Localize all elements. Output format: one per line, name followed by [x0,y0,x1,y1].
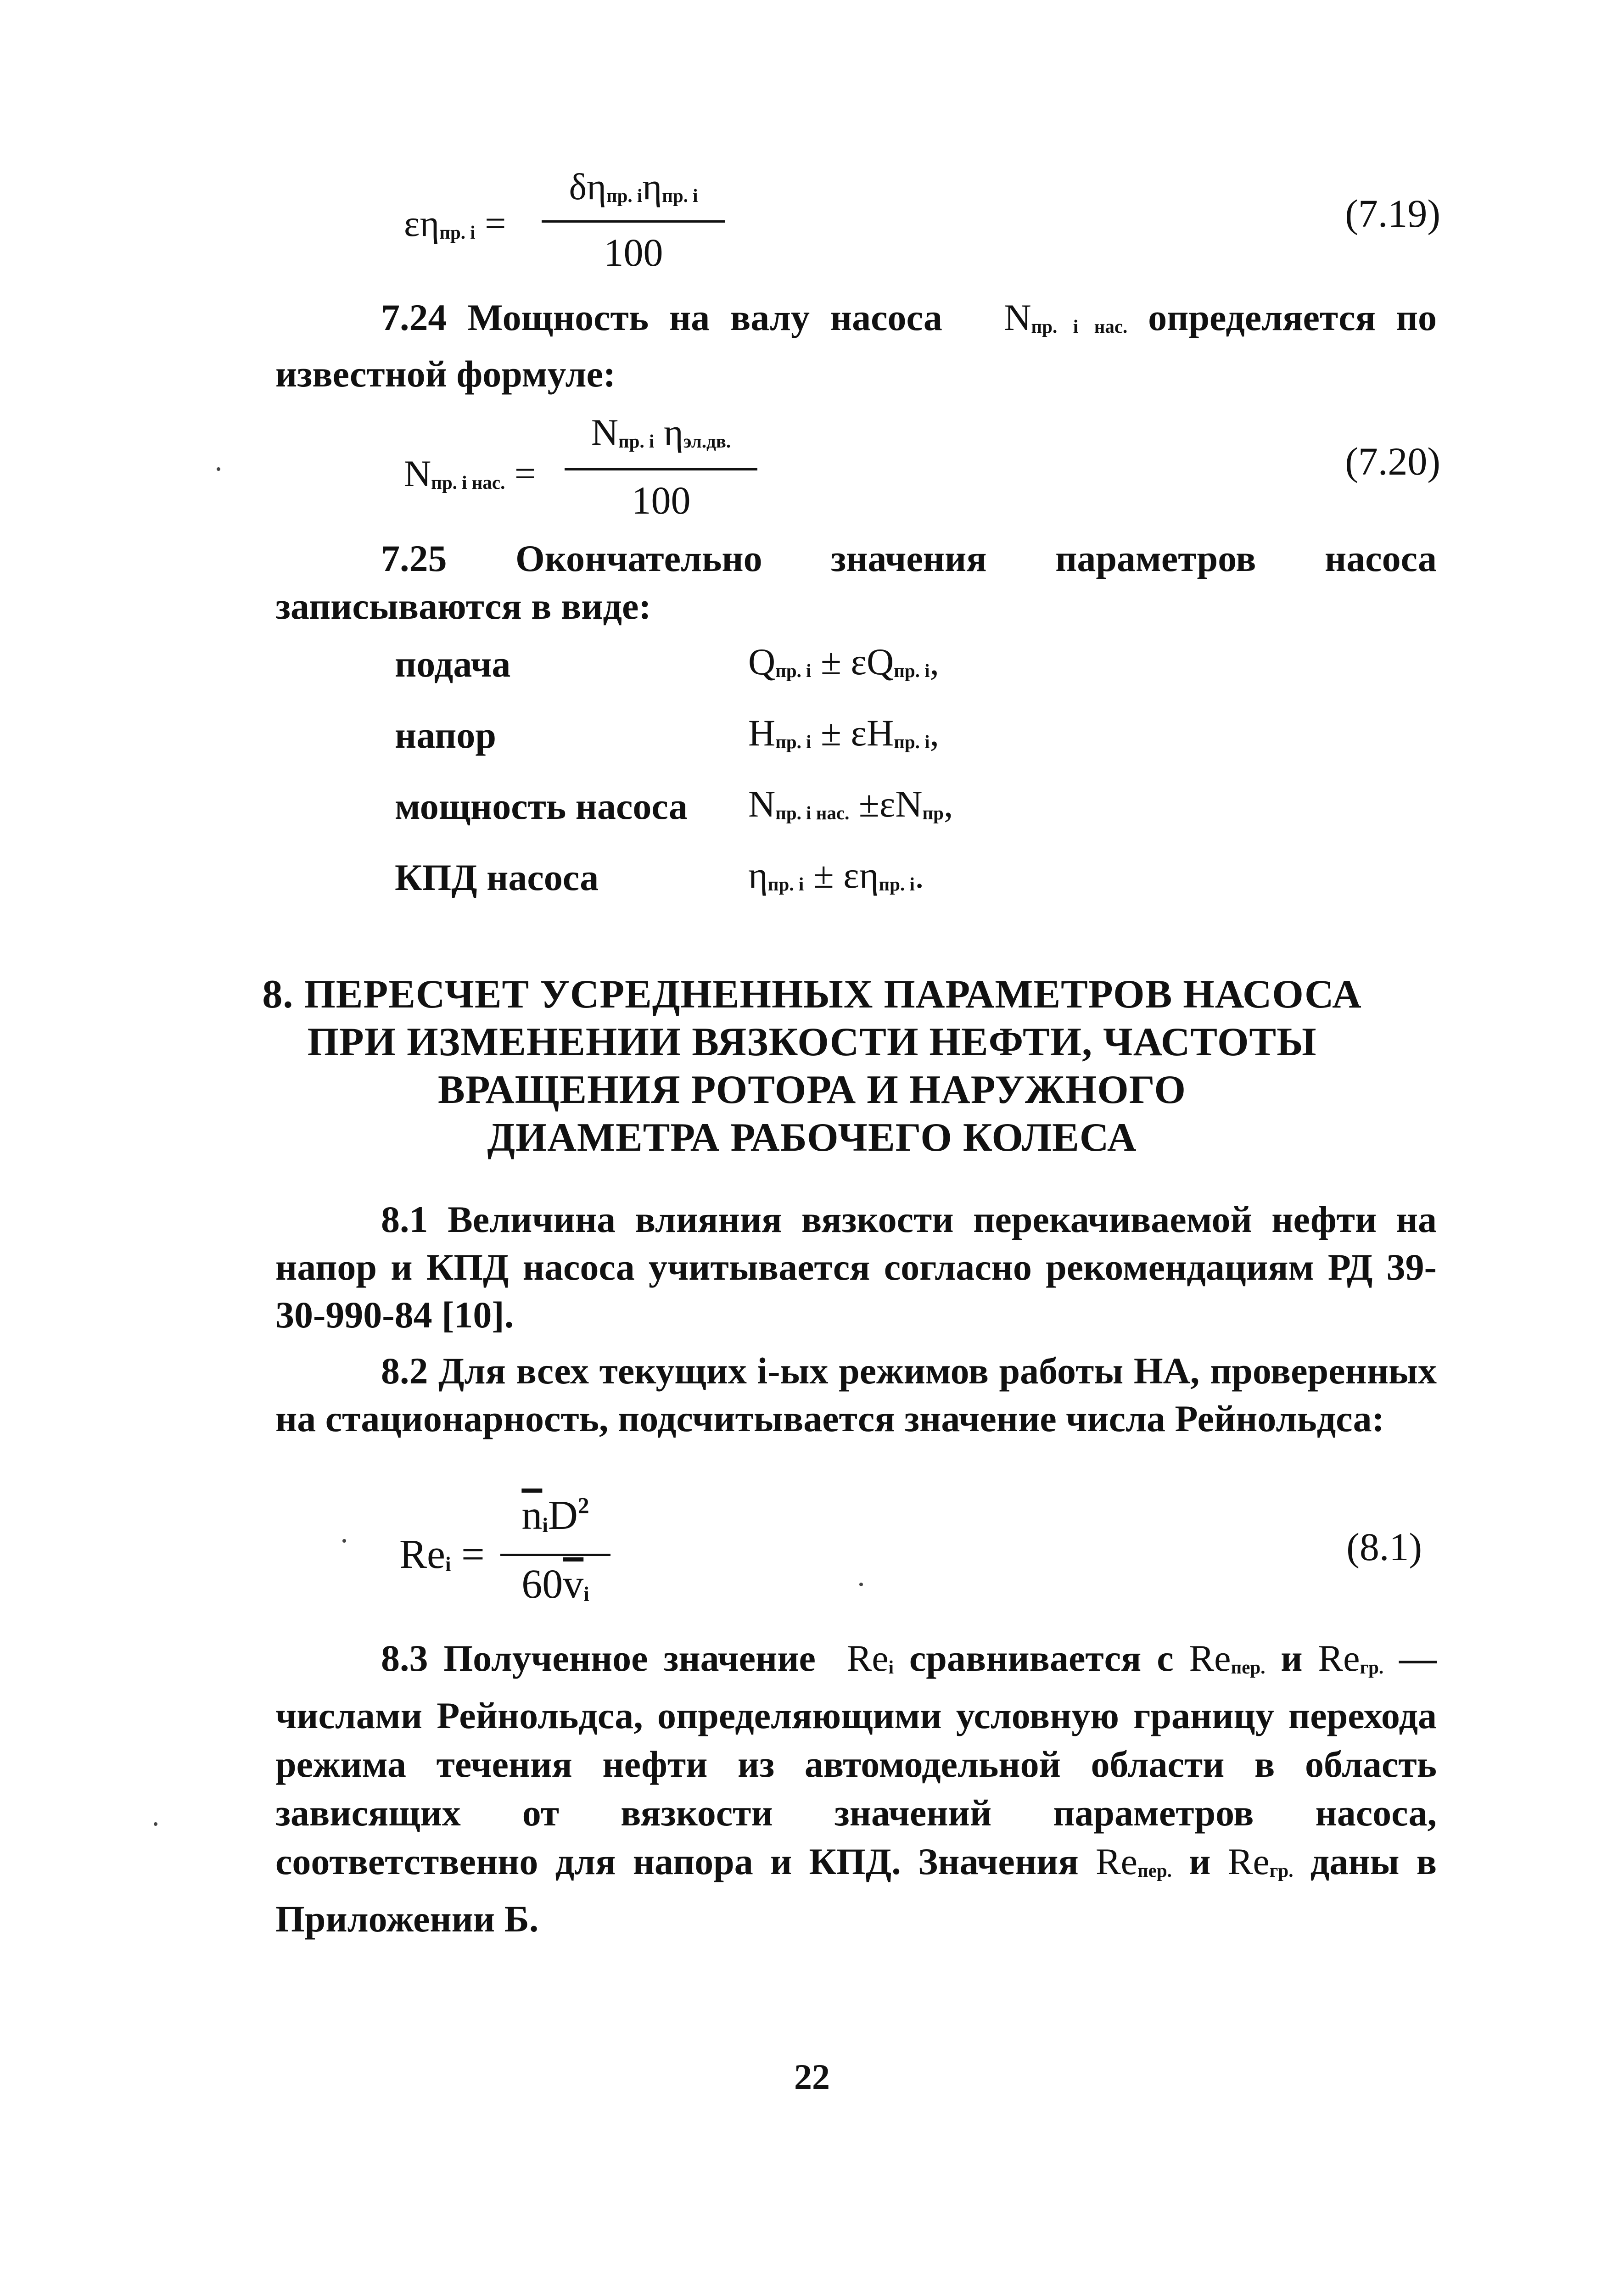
re-symbol-sub: пер. [1137,1860,1172,1881]
param-value-sub: пр. i [767,873,804,895]
param-value-mid: ± εη [804,854,879,896]
param-value-sub2: пр. i [879,873,915,895]
p-7-24-symbol-sub: пр. i нас. [1031,316,1128,337]
page-number: 22 [794,2057,830,2097]
param-value-tail: , [930,712,940,754]
eq-7-19-number: (7.19) [1345,191,1440,235]
eq-7-19-fraction-bar [542,220,725,223]
re-symbol-main: Re [1095,1841,1138,1883]
param-value-tail: . [914,854,924,896]
param-row [395,643,510,693]
re-symbol [1096,1841,1172,1882]
eq-7-19-num-b: η [642,166,662,207]
re-symbol [1318,1637,1383,1679]
p-7-24-text-b: определяется по известной формуле: [275,297,1437,395]
scan-speck [154,1822,157,1826]
eq-7-20-equals: = [514,453,536,494]
eq-8-1-num-d: D [548,1493,578,1538]
param-value-main: η [748,854,768,896]
eq-8-1-lhs [399,1531,485,1578]
eq-7-19-lhs-symbol: εη [404,202,440,244]
p-8-3-text-4: — числами Рейнольдса, определяющими условную границу перехода режима течения нефти из автомодельной области в область зависящих от вязкости значений параметров насоса, соответственно для напора и КПД. Значения [275,1637,1437,1883]
p-8-1-text: 8.1 Величина влияния вязкости перекачиваемой нефти на напор и КПД насоса учитывается согласно рекомендациям РД 39-30-990-84 [10]. [275,1198,1437,1336]
eq-8-1-num-n: $\overline{n}$ [521,1493,543,1538]
scan-speck [217,467,220,471]
param-value-mid: ± εH [811,712,894,754]
param-value-mid: ±εN [849,783,923,825]
eq-8-1-denominator [496,1561,615,1608]
p-8-3-text-1: 8.3 Полученное значение [381,1637,816,1679]
eq-7-19-lhs-sub: пр. i [439,222,476,243]
eq-8-1-lhs-symbol: Re [399,1532,445,1577]
p-7-24-symbol [1004,297,1127,338]
eq-7-19-denominator: 100 [604,230,663,274]
param-label: мощность насоса [395,785,688,827]
p-7-24-symbol-main: N [1004,297,1031,338]
param-value-main: H [748,712,776,754]
paragraph-8-1 [275,1196,1437,1339]
eq-8-1-den-v: $\overline{v}$ [563,1561,584,1607]
param-value [748,854,924,897]
param-row [395,856,599,907]
eq-7-20-lhs-symbol: N [404,453,431,494]
p-8-3-text-2: сравнивается с [909,1637,1174,1679]
param-label: КПД насоса [395,856,599,898]
eq-7-20-denominator: 100 [631,478,691,522]
eq-7-19-lhs [404,202,506,245]
eq-7-20-num-a-sub: пр. i [618,431,655,452]
eq-8-1-fraction-bar [500,1554,610,1556]
re-symbol-sub: i [888,1657,894,1678]
scan-speck [342,1539,346,1543]
param-value-sub: пр. i [775,731,812,753]
scan-speck [859,1583,863,1586]
heading-line-2: ПРИ ИЗМЕНЕНИИ ВЯЗКОСТИ НЕФТИ, ЧАСТОТЫ [307,1020,1317,1064]
heading-line-1: 8. ПЕРЕСЧЕТ УСРЕДНЕННЫХ ПАРАМЕТРОВ НАСОСА [262,972,1362,1017]
param-value [748,783,953,826]
eq-7-20-lhs-sub: пр. i нас. [431,472,505,493]
re-symbol-sub: пер. [1231,1657,1266,1678]
eq-8-1-number: (8.1) [1346,1525,1422,1569]
p-8-3-text-3: и [1281,1637,1303,1679]
section-heading [230,971,1394,1162]
param-row [395,714,496,764]
eq-8-1-den-v-sub: i [583,1582,589,1606]
re-symbol-main: Re [846,1637,889,1679]
re-symbol-main: Re [1227,1841,1270,1883]
param-value-main: Q [748,641,776,683]
p-7-25-text: 7.25 Окончательно значения параметров насоса записываются в виде: [275,537,1437,627]
p-7-24-text-a: 7.24 Мощность на валу насоса [381,297,942,338]
paragraph-7-25 [275,535,1437,630]
eq-7-20-numerator [555,411,767,454]
eq-8-1-den-a: 60 [521,1561,563,1607]
param-label: напор [395,714,497,756]
param-value-sub2: пр. i [894,731,930,753]
param-value-tail: , [930,641,940,683]
eq-8-1-equals: = [461,1532,485,1577]
eq-7-19-numerator [542,165,725,208]
heading-line-4: ДИАМЕТРА РАБОЧЕГО КОЛЕСА [487,1115,1137,1160]
paragraph-7-24 [275,294,1437,398]
re-symbol [1189,1637,1265,1679]
param-value-sub: пр. i [775,660,812,682]
p-8-3-text-6: даны в Приложении Б. [275,1841,1437,1940]
eq-7-20-lhs [404,452,536,495]
param-value-sub2: пр. i [894,660,930,682]
eq-7-19-num-b-sub: пр. i [662,185,698,207]
re-symbol [1228,1841,1294,1882]
p-8-3-text-5: и [1189,1841,1211,1883]
re-symbol-sub: гр. [1269,1860,1294,1881]
eq-7-19-num-a: δη [569,166,606,207]
eq-7-20-fraction-bar [565,468,757,470]
param-value [748,640,939,683]
re-symbol [847,1637,894,1679]
param-value-sub: пр. i нас. [775,802,850,824]
paragraph-8-2 [275,1347,1437,1443]
eq-7-20-num-b-sub: эл.дв. [683,431,731,452]
eq-7-19-num-a-sub: пр. i [606,185,643,207]
eq-7-20-num-b: η [663,411,683,453]
eq-7-20-number: (7.20) [1345,439,1440,483]
param-row [395,785,688,835]
eq-8-1-num-n-sub: i [542,1513,548,1537]
param-label: подача [395,643,511,685]
re-symbol-main: Re [1189,1637,1231,1679]
param-value [748,711,939,755]
eq-8-1-num-d-sup: 2 [577,1493,589,1518]
param-value-sub2: пр [922,802,944,824]
param-value-tail: , [943,783,953,825]
eq-8-1-numerator [496,1492,615,1539]
param-value-main: N [748,783,776,825]
paragraph-8-3 [275,1634,1437,1943]
eq-7-19-equals: = [485,202,506,244]
re-symbol-main: Re [1318,1637,1360,1679]
heading-line-3: ВРАЩЕНИЯ РОТОРА И НАРУЖНОГО [438,1068,1186,1112]
eq-7-20-num-a: N [591,411,619,453]
p-8-2-text: 8.2 Для всех текущих i-ых режимов работы НА, проверенных на стационарность, подсчитывается значение числа Рейнольдса: [275,1350,1437,1439]
param-value-mid: ± εQ [811,641,894,683]
re-symbol-sub: гр. [1360,1657,1384,1678]
eq-8-1-lhs-sub: i [445,1552,451,1576]
